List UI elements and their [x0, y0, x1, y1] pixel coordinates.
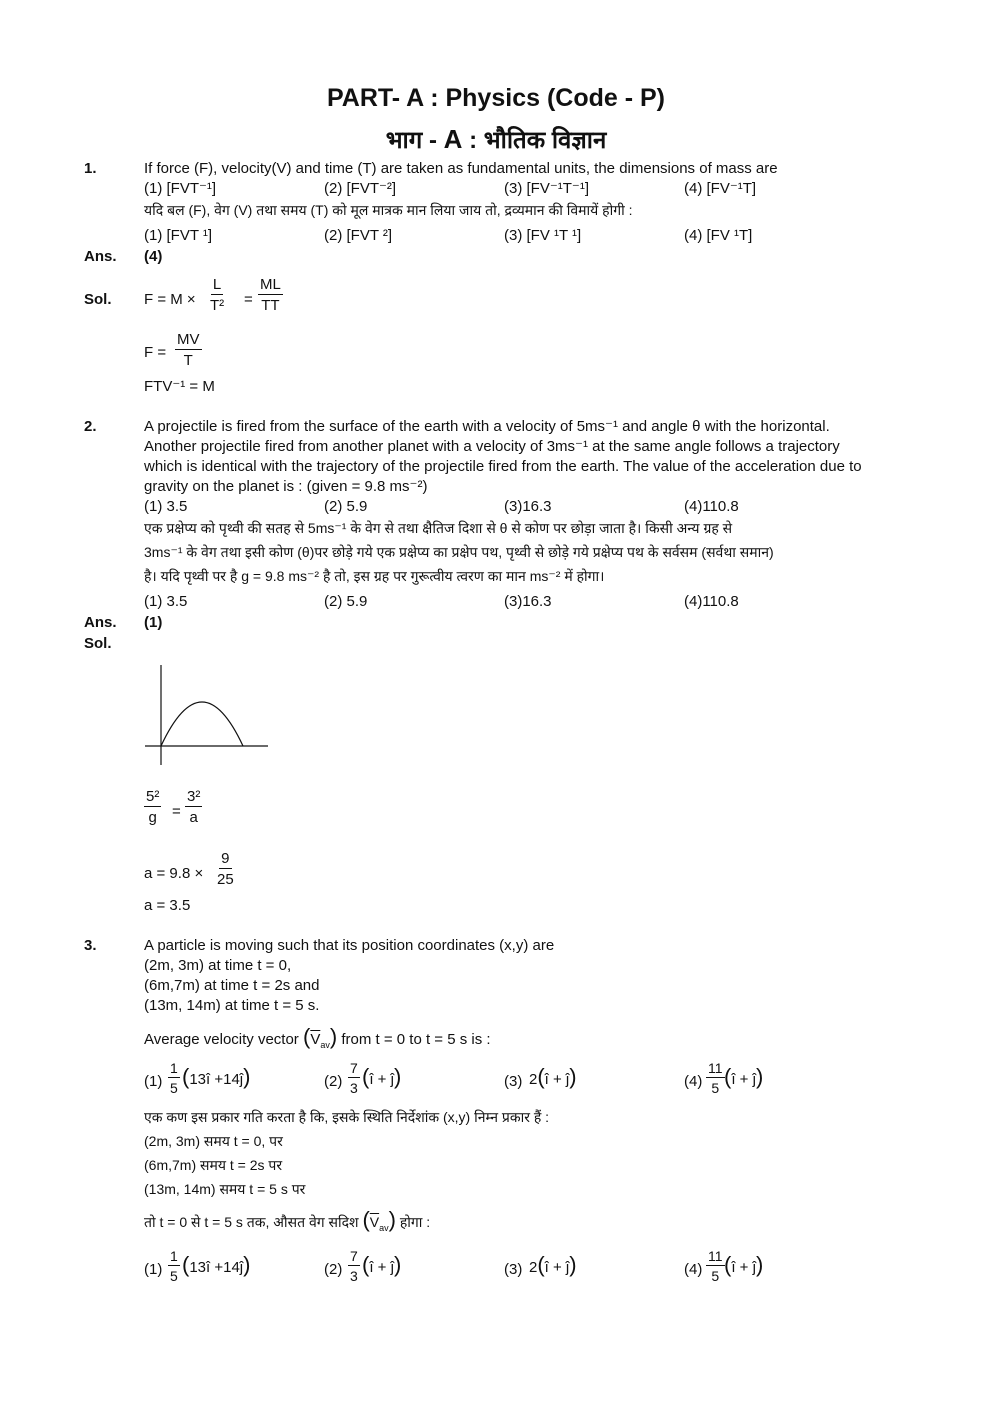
q3-hi-avg-b: होगा :	[399, 1214, 431, 1230]
q2-option-hi-3: (3)16.3	[504, 593, 552, 610]
q3-opt1-frac	[168, 1061, 180, 1095]
q3-hi-opt1-expr: (13î +14ĵ)	[182, 1252, 251, 1277]
q2-text-en-4: gravity on the planet is : (given = 9.8 ms⁻²)	[144, 478, 428, 495]
q3-opt1-den: 5	[170, 1080, 178, 1096]
q1-option-hi-3: (3) [FV ¹T ¹]	[504, 227, 582, 244]
q3-opt1-expr: (13î +14ĵ)	[182, 1064, 251, 1089]
page-title: PART- A : Physics (Code - P)	[326, 84, 665, 112]
q3-hi-opt1-num: 1	[170, 1248, 178, 1264]
q3-hi-opt2-den: 3	[350, 1268, 358, 1284]
q3-opt2-body: î + ĵ	[369, 1071, 394, 1088]
q2-text-hi-2: 3ms⁻¹ के वेग तथा इसी कोण (θ)पर छोड़े गये एक प्रक्षेप्य का प्रक्षेप पथ, पृथ्वी से छोड़े गये प्रक्षेप्य पथ के सर्वसम (सर्वथा समान)	[144, 544, 774, 560]
q3-hi-avg-a: तो t = 0 से t = 5 s तक, औसत वेग सदिश	[144, 1214, 359, 1230]
q3-opt4-num: 11	[708, 1060, 723, 1076]
q3-opt3-expr: 2(î + ĵ)	[529, 1064, 577, 1089]
q1-sol-frac1-den: T²	[210, 297, 225, 314]
q2-option-hi-1: (1) 3.5	[144, 593, 188, 610]
q2-option-hi-2: (2) 5.9	[324, 593, 368, 610]
title-hi-prefix: भाग -	[385, 127, 437, 154]
q3-avg-text-b: from t = 0 to t = 5 s is :	[341, 1031, 491, 1048]
q3-text-hi-2: (2m, 3m) समय t = 0, पर	[144, 1133, 283, 1149]
q3-opt3-coef: 2	[529, 1071, 538, 1088]
q3-hi-opt1-frac	[168, 1249, 180, 1283]
q3-avg-vector	[310, 1032, 330, 1050]
q1-ans-label: Ans.	[84, 248, 117, 265]
q3-text-en-3: (6m,7m) at time t = 2s and	[144, 977, 320, 994]
q1-text-hi: यदि बल (F), वेग (V) तथा समय (T) को मूल मात्रक मान लिया जाय तो, द्रव्यमान की विमायें होगी :	[144, 202, 633, 218]
q3-hi-opt4-num: 11	[708, 1248, 723, 1264]
projectile-path	[161, 702, 243, 746]
title-hi-a: A	[443, 124, 463, 154]
q2-sol-frac3-den: 25	[217, 871, 234, 888]
q2-sol-frac1-den: g	[148, 809, 157, 826]
q1-option-2: (2) [FVT⁻²]	[324, 180, 397, 197]
q3-hi-avg-vector	[370, 1215, 389, 1233]
q1-sol-line3: FTV⁻¹ = M	[144, 378, 215, 395]
q1-sol-frac2	[258, 277, 283, 313]
q1-sol-frac2-num: ML	[260, 276, 281, 293]
q3-hi-opt3-body: î + ĵ	[544, 1259, 570, 1276]
q1-option-3: (3) [FV⁻¹T⁻¹]	[504, 180, 589, 197]
q3-hi-avg-paren-open: (	[362, 1207, 370, 1232]
q2-sol-frac1	[144, 789, 161, 825]
q2-ans-label: Ans.	[84, 614, 117, 631]
q3-opt4-label: (4)	[684, 1073, 703, 1090]
q1-sol-eq: =	[244, 291, 253, 308]
q3-hi-opt2-expr: (î + ĵ)	[362, 1252, 402, 1277]
q3-opt2-den: 3	[350, 1080, 358, 1096]
q1-ans: (4)	[144, 248, 163, 265]
q3-hi-opt2-frac	[348, 1249, 360, 1283]
q3-opt1-num: 1	[170, 1060, 178, 1076]
q3-text-hi-4: (13m, 14m) समय t = 5 s पर	[144, 1181, 306, 1197]
q3-hi-opt4-frac	[706, 1249, 725, 1283]
q3-opt1-body: 13î +14ĵ	[189, 1071, 244, 1088]
q2-text-hi-1: एक प्रक्षेप्य को पृथ्वी की सतह से 5ms⁻¹ के वेग से तथा क्षैतिज दिशा से θ से कोण पर छोड़ा जाता है। किसी अन्य ग्रह से	[144, 520, 733, 536]
q3-avg-paren-close: )	[329, 1024, 338, 1049]
q3-hi-avg-vec: $\overline{V}$	[369, 1214, 380, 1230]
q3-hi-opt3-coef: 2	[529, 1259, 538, 1276]
q3-opt2-num: 7	[350, 1060, 358, 1076]
q2-text-hi-3: है। यदि पृथ्वी पर है g = 9.8 ms⁻² है तो, इस ग्रह पर गुरूत्वीय त्वरण का मान ms⁻² में होगा।	[144, 568, 605, 584]
q1-option-1: (1) [FVT⁻¹]	[144, 180, 217, 197]
q3-text-en-1: A particle is moving such that its position coordinates (x,y) are	[144, 937, 555, 954]
q3-hi-avg-paren-close: )	[388, 1207, 396, 1232]
q2-sol-line2-a: a = 9.8 ×	[144, 865, 204, 882]
page-title-hindi	[0, 126, 992, 153]
q3-opt1-label: (1)	[144, 1073, 163, 1090]
q1-option-hi-4: (4) [FV ¹T]	[684, 227, 753, 244]
q1-option-hi-2: (2) [FVT ²]	[324, 227, 393, 244]
q1-sol-frac3	[175, 332, 202, 368]
q3-opt3-body: î + ĵ	[544, 1071, 570, 1088]
q3-text-en-4: (13m, 14m) at time t = 5 s.	[144, 997, 320, 1014]
q2-sol-frac3-num: 9	[221, 850, 230, 867]
q2-sol-line3: a = 3.5	[144, 897, 191, 914]
q1-sol-frac1-num: L	[212, 276, 222, 293]
q3-opt4-body: î + ĵ	[731, 1071, 756, 1088]
q3-opt2-label: (2)	[324, 1073, 343, 1090]
q2-number: 2.	[84, 418, 97, 435]
q3-opt2-expr: (î + ĵ)	[362, 1064, 402, 1089]
q3-avg-line	[144, 1026, 491, 1050]
q3-hi-opt3-label: (3)	[504, 1261, 523, 1278]
q2-option-2: (2) 5.9	[324, 498, 368, 515]
q2-ans: (1)	[144, 614, 163, 631]
q3-hi-opt2-label: (2)	[324, 1261, 343, 1278]
q3-hi-opt1-den: 5	[170, 1268, 178, 1284]
trajectory-diagram	[140, 660, 275, 770]
q3-hi-opt4-label: (4)	[684, 1261, 703, 1278]
q2-sol-frac2-den: a	[189, 809, 198, 826]
q1-sol-frac1	[210, 277, 224, 313]
q2-text-en-2: Another projectile fired from another planet with a velocity of 3ms⁻¹ at the same angle follows a trajectory	[144, 438, 840, 455]
q3-hi-opt1-label: (1)	[144, 1261, 163, 1278]
q2-option-1: (1) 3.5	[144, 498, 188, 515]
q3-text-hi-1: एक कण इस प्रकार गति करता है कि, इसके स्थिति निर्देशांक (x,y) निम्न प्रकार हैं :	[144, 1109, 550, 1125]
q2-sol-label: Sol.	[84, 635, 112, 652]
q3-hi-opt4-expr: (î + ĵ)	[724, 1252, 764, 1277]
q2-option-hi-4: (4)110.8	[684, 593, 739, 610]
q2-text-en-1: A projectile is fired from the surface of the earth with a velocity of 5ms⁻¹ and angle θ with the horizontal.	[144, 418, 830, 435]
q2-sol-frac2	[185, 789, 202, 825]
q3-hi-opt1-body: 13î +14ĵ	[189, 1259, 244, 1276]
q2-sol-frac3	[217, 851, 234, 887]
q3-avg-text-a: Average velocity vector	[144, 1031, 299, 1048]
q1-sol-frac3-den: T	[183, 352, 193, 369]
q3-avg-sub: av	[320, 1040, 330, 1050]
q3-hi-opt4-den: 5	[711, 1268, 720, 1284]
q3-hi-opt3-expr: 2(î + ĵ)	[529, 1252, 577, 1277]
q1-option-hi-1: (1) [FVT ¹]	[144, 227, 213, 244]
q3-hi-opt2-body: î + ĵ	[369, 1259, 394, 1276]
q3-avg-paren-open: (	[302, 1024, 311, 1049]
q1-sol-frac2-den: TT	[261, 297, 280, 314]
q3-opt2-frac	[348, 1061, 360, 1095]
title-hi-suffix: : भौतिक विज्ञान	[469, 127, 607, 154]
q3-hi-avg-sub: av	[379, 1222, 389, 1233]
q1-sol-frac3-num: MV	[177, 331, 200, 348]
q1-sol-line1-a: F = M ×	[144, 291, 196, 308]
q2-text-en-3: which is identical with the trajectory of the projectile fired from the earth. The value of the acceleration due to	[144, 458, 862, 475]
q1-text-en: If force (F), velocity(V) and time (T) are taken as fundamental units, the dimensions of mass are	[144, 160, 778, 177]
q3-number: 3.	[84, 937, 97, 954]
q3-opt4-frac	[706, 1061, 725, 1095]
q3-avg-vec: $\overline{V}$	[310, 1031, 321, 1048]
q3-text-hi-3: (6m,7m) समय t = 2s पर	[144, 1157, 283, 1173]
q3-opt4-den: 5	[711, 1080, 720, 1096]
q1-sol-line2-a: F =	[144, 344, 167, 361]
q2-option-3: (3)16.3	[504, 498, 552, 515]
q2-sol-frac1-num: 5²	[146, 788, 160, 805]
q3-hi-opt2-num: 7	[350, 1248, 358, 1264]
q3-text-en-2: (2m, 3m) at time t = 0,	[144, 957, 292, 974]
q1-option-4: (4) [FV⁻¹T]	[684, 180, 757, 197]
q1-sol-label: Sol.	[84, 291, 112, 308]
q3-opt3-label: (3)	[504, 1073, 523, 1090]
q2-sol-frac2-num: 3²	[187, 788, 201, 805]
q2-sol-eq: =	[172, 803, 181, 820]
q2-option-4: (4)110.8	[684, 498, 739, 515]
q3-opt4-expr: (î + ĵ)	[724, 1064, 764, 1089]
q1-number: 1.	[84, 160, 97, 177]
q3-hi-opt4-body: î + ĵ	[731, 1259, 756, 1276]
q3-hi-avg-line	[144, 1209, 430, 1233]
